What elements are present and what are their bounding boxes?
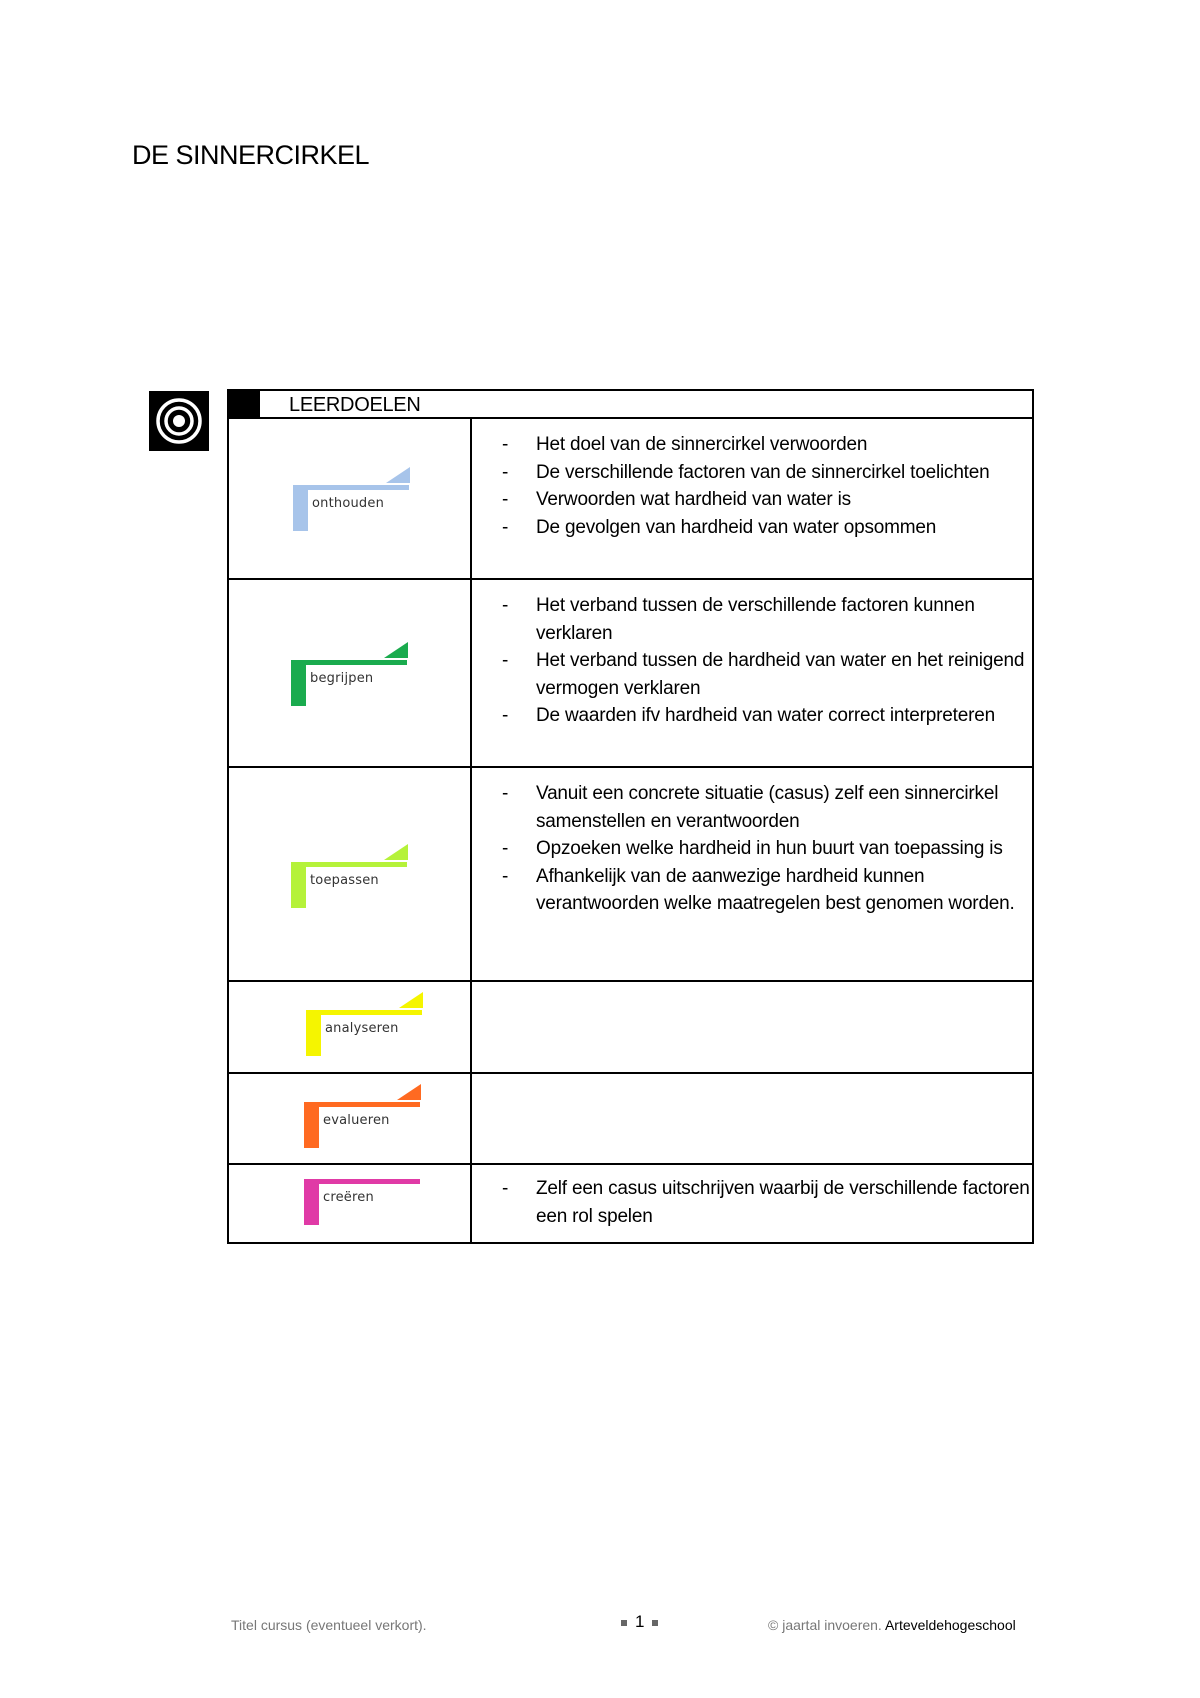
level-cell — [229, 1074, 472, 1163]
badge-bar — [293, 485, 409, 490]
list-item: - De verschillende factoren van de sinnercirkel toelichten — [472, 459, 1030, 487]
footer-course-title: Titel cursus (eventueel verkort). — [231, 1617, 427, 1633]
goals-cell — [472, 1074, 1032, 1163]
table-row — [229, 1165, 1032, 1242]
list-item: - De gevolgen van hardheid van water opsommen — [472, 514, 1030, 542]
footer-page-number — [613, 1612, 666, 1632]
flag-icon — [384, 642, 408, 658]
table-row — [229, 768, 1032, 982]
table-header — [229, 391, 1032, 419]
list-item: - Opzoeken welke hardheid in hun buurt van toepassing is — [472, 835, 1030, 863]
level-badge-onthouden — [293, 467, 423, 531]
flag-icon — [399, 992, 423, 1008]
list-item: - Afhankelijk van de aanwezige hardheid kunnen verantwoorden welke maatregelen best genomen worden. — [472, 863, 1030, 918]
badge-bar — [304, 1102, 319, 1148]
list-item: - De waarden ifv hardheid van water correct interpreteren — [472, 702, 1030, 730]
level-label: onthouden — [312, 496, 385, 511]
level-cell — [229, 1165, 472, 1242]
list-item: - Het verband tussen de verschillende factoren kunnen verklaren — [472, 592, 1030, 647]
goals-cell — [472, 1165, 1032, 1242]
level-cell — [229, 419, 472, 578]
footer-copyright — [768, 1617, 1016, 1633]
level-label: evalueren — [323, 1113, 390, 1128]
badge-bar — [306, 1010, 422, 1015]
institution-name: Arteveldehogeschool — [884, 1617, 1016, 1633]
table-row — [229, 419, 1032, 580]
badge-bar — [291, 862, 306, 908]
badge-bar — [304, 1102, 420, 1107]
table-row — [229, 982, 1032, 1074]
level-badge-toepassen — [291, 844, 421, 908]
learning-goals-table — [227, 389, 1034, 1244]
level-cell — [229, 580, 472, 766]
goals-cell — [472, 982, 1032, 1072]
badge-bar — [291, 862, 407, 867]
list-item: - Het doel van de sinnercirkel verwoorden — [472, 431, 1030, 459]
badge-bar — [304, 1179, 319, 1225]
list-item: - Het verband tussen de hardheid van water en het reinigend vermogen verklaren — [472, 647, 1030, 702]
table-row — [229, 580, 1032, 768]
level-label: begrijpen — [310, 671, 374, 686]
page-marker — [652, 1620, 658, 1626]
level-label: creëren — [323, 1190, 374, 1205]
level-cell — [229, 768, 472, 980]
goals-cell — [472, 768, 1032, 980]
level-badge-creeren — [304, 1161, 434, 1225]
goals-cell — [472, 580, 1032, 766]
badge-bar — [293, 485, 308, 531]
list-item: - Vanuit een concrete situatie (casus) zelf een sinnercirkel samenstellen en verantwoorden — [472, 780, 1030, 835]
badge-bar — [306, 1010, 321, 1056]
flag-icon — [397, 1084, 421, 1100]
copyright-text: © jaartal invoeren. — [768, 1617, 882, 1633]
goals-cell — [472, 419, 1032, 578]
level-badge-evalueren — [304, 1084, 434, 1148]
flag-icon — [386, 467, 410, 483]
list-item: - Zelf een casus uitschrijven waarbij de verschillende factoren een rol spelen — [472, 1175, 1030, 1230]
table-row — [229, 1074, 1032, 1165]
level-label: analyseren — [325, 1021, 399, 1036]
badge-bar — [304, 1179, 420, 1184]
badge-bar — [291, 660, 407, 665]
level-cell — [229, 982, 472, 1072]
list-item: - Verwoorden wat hardheid van water is — [472, 486, 1030, 514]
target-icon — [149, 391, 209, 451]
header-marker — [229, 391, 260, 417]
badge-bar — [291, 660, 306, 706]
page-marker — [621, 1620, 627, 1626]
page-number: 1 — [635, 1612, 645, 1631]
table-header-label: LEERDOELEN — [289, 394, 421, 416]
flag-icon — [384, 844, 408, 860]
level-badge-analyseren — [306, 992, 436, 1056]
level-label: toepassen — [310, 873, 379, 888]
level-badge-begrijpen — [291, 642, 421, 706]
page-title: DE SINNERCIRKEL — [132, 140, 370, 170]
